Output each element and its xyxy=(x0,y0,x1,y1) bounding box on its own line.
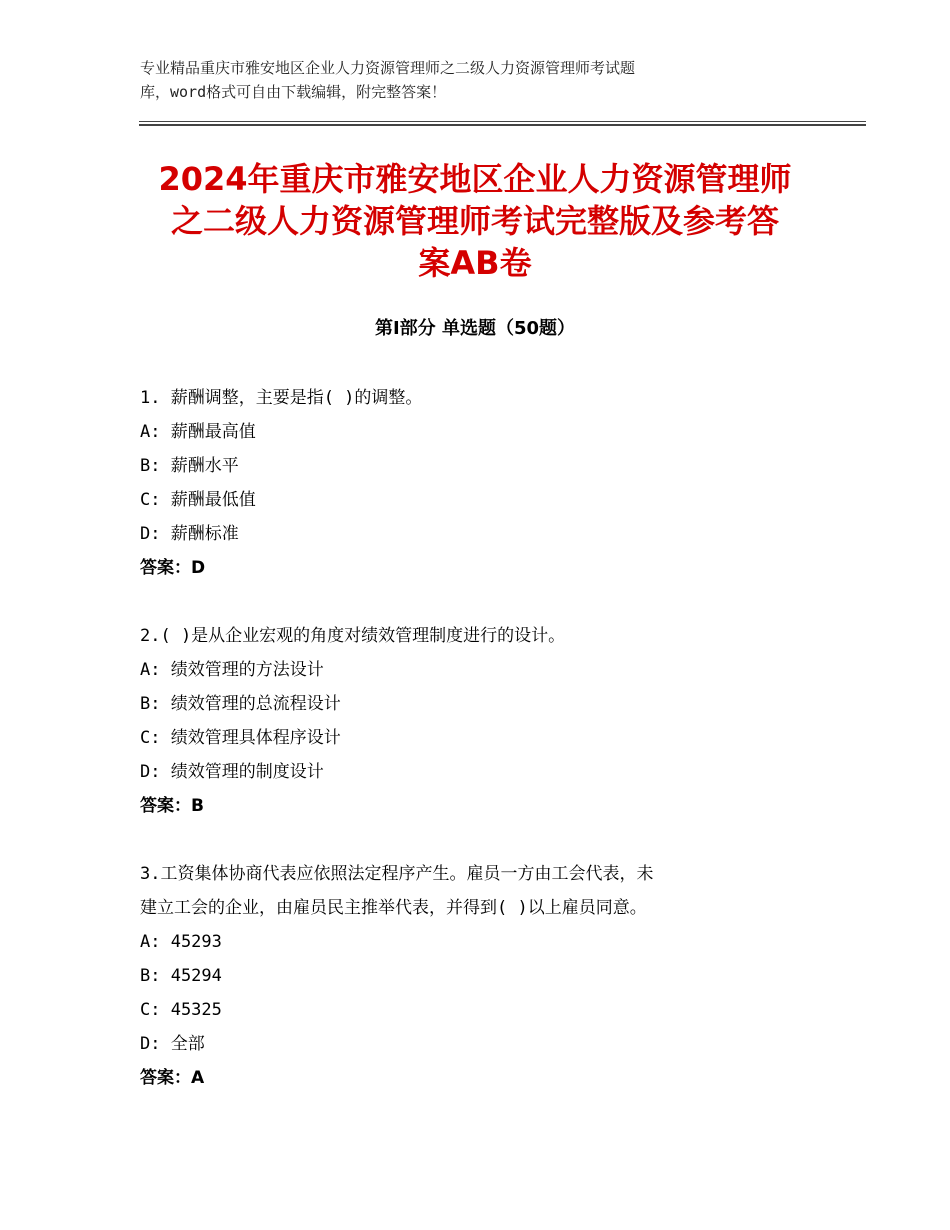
option-b: B: 45294 xyxy=(140,966,222,986)
header-divider xyxy=(139,121,866,122)
option-c: C: 薪酬最低值 xyxy=(140,490,256,510)
question-3 xyxy=(140,857,840,1095)
question-stem-continued: 建立工会的企业，由雇员民主推举代表，并得到( )以上雇员同意。 xyxy=(140,898,647,918)
section-heading: 第Ⅰ部分 单选题（50题） xyxy=(374,318,575,339)
option-c: C: 45325 xyxy=(140,1000,222,1020)
option-d: D: 绩效管理的制度设计 xyxy=(140,762,324,782)
option-b: B: 绩效管理的总流程设计 xyxy=(140,694,341,714)
question-stem: 1. 薪酬调整，主要是指( )的调整。 xyxy=(140,388,423,408)
header-divider-thick xyxy=(139,124,866,126)
answer: 答案：D xyxy=(140,558,206,578)
option-b: B: 薪酬水平 xyxy=(140,456,239,476)
option-d: D: 全部 xyxy=(140,1034,205,1054)
question-stem: 2.( )是从企业宏观的角度对绩效管理制度进行的设计。 xyxy=(140,626,566,646)
document-title xyxy=(120,158,830,284)
title-line: 2024年重庆市雅安地区企业人力资源管理师 xyxy=(158,160,792,198)
answer: 答案：A xyxy=(140,1068,205,1088)
option-d: D: 薪酬标准 xyxy=(140,524,239,544)
option-c: C: 绩效管理具体程序设计 xyxy=(140,728,341,748)
title-line: 之二级人力资源管理师考试完整版及参考答 xyxy=(170,202,779,240)
option-a: A: 绩效管理的方法设计 xyxy=(140,660,324,680)
question-2 xyxy=(140,619,840,823)
question-stem: 3.工资集体协商代表应依照法定程序产生。雇员一方由工会代表，未 xyxy=(140,864,654,884)
title-line: 案AB卷 xyxy=(418,244,532,282)
option-a: A: 薪酬最高值 xyxy=(140,422,256,442)
header-note-line: 库，word格式可自由下载编辑，附完整答案！ xyxy=(140,83,447,101)
header-note xyxy=(140,56,840,104)
header-note-line: 专业精品重庆市雅安地区企业人力资源管理师之二级人力资源管理师考试题 xyxy=(140,59,636,77)
option-a: A: 45293 xyxy=(140,932,222,952)
answer: 答案：B xyxy=(140,796,204,816)
question-1 xyxy=(140,381,840,585)
